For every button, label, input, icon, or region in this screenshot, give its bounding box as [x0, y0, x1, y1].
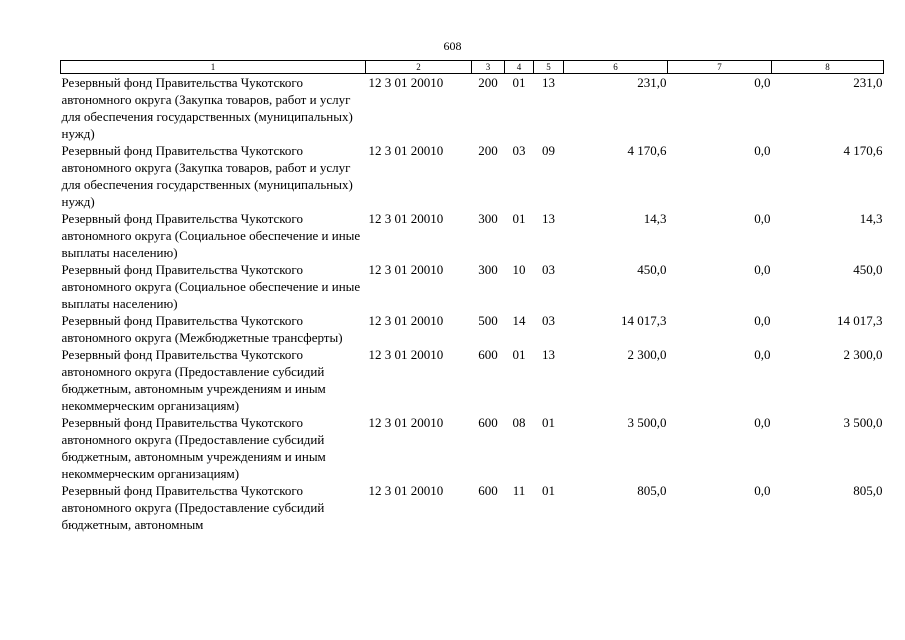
- row-amount-col7-cell: 0,0: [754, 262, 771, 277]
- row-section-cell: 01: [512, 75, 526, 90]
- row-target-article-cell: 12 3 01 20010: [368, 143, 444, 158]
- row-amount-col7-cell: 0,0: [754, 415, 771, 430]
- row-subsection-cell: 03: [542, 262, 555, 277]
- row-name-cell: Резервный фонд Правительства Чукотского автономного округа (Предоставление субсидий бюджетным, автономным учреждениям и иным некоммерческим организациям): [61, 415, 326, 481]
- row-amount-col6-cell: 450,0: [637, 262, 667, 277]
- row-target-article-cell: 12 3 01 20010: [368, 211, 444, 226]
- row-name-cell: Резервный фонд Правительства Чукотского автономного округа (Закупка товаров, работ и услуг для обеспечения государственных (муниципальных) нужд): [61, 75, 353, 141]
- row-name-cell: Резервный фонд Правительства Чукотского автономного округа (Предоставление субсидий бюджетным, автономным учреждениям и иным некоммерческим организациям): [61, 347, 326, 413]
- row-amount-col8-cell: 2 300,0: [843, 347, 883, 362]
- table-row: [61, 312, 884, 346]
- budget-table: [60, 60, 884, 533]
- row-subsection-cell: 13: [542, 75, 555, 90]
- row-amount-col8-cell: 450,0: [853, 262, 883, 277]
- row-amount-col7-cell: 0,0: [754, 143, 771, 158]
- row-target-article-cell: 12 3 01 20010: [368, 313, 444, 328]
- table-row: [61, 74, 884, 143]
- row-name-cell: Резервный фонд Правительства Чукотского автономного округа (Социальное обеспечение и иные выплаты населению): [61, 211, 361, 260]
- row-expense-type-cell: 200: [478, 143, 498, 158]
- row-subsection-cell: 13: [542, 211, 555, 226]
- row-expense-type-cell: 600: [478, 415, 498, 430]
- row-amount-col7-cell: 0,0: [754, 347, 771, 362]
- row-subsection-cell: 01: [542, 415, 555, 430]
- row-amount-col8-cell: 14,3: [859, 211, 883, 226]
- row-subsection-cell: 09: [542, 143, 555, 158]
- column-header-2: 2: [366, 61, 472, 74]
- row-subsection-cell: 13: [542, 347, 555, 362]
- row-expense-type-cell: 600: [478, 483, 498, 498]
- row-amount-col7-cell: 0,0: [754, 75, 771, 90]
- table-row: [61, 210, 884, 261]
- row-section-cell: 14: [512, 313, 526, 328]
- row-amount-col7-cell: 0,0: [754, 483, 771, 498]
- row-amount-col6-cell: 4 170,6: [627, 143, 667, 158]
- table-row: [61, 414, 884, 482]
- column-header-3: 3: [472, 61, 505, 74]
- row-expense-type-cell: 300: [478, 262, 498, 277]
- row-section-cell: 01: [512, 211, 526, 226]
- header-row: [61, 61, 884, 74]
- row-amount-col8-cell: 231,0: [853, 75, 883, 90]
- row-target-article-cell: 12 3 01 20010: [368, 75, 444, 90]
- table-row: [61, 482, 884, 533]
- column-header-4: 4: [505, 61, 534, 74]
- row-subsection-cell: 03: [542, 313, 555, 328]
- row-section-cell: 03: [512, 143, 526, 158]
- row-section-cell: 01: [512, 347, 526, 362]
- column-header-8: 8: [772, 61, 884, 74]
- column-header-5: 5: [534, 61, 564, 74]
- table-row: [61, 261, 884, 312]
- column-header-7: 7: [668, 61, 772, 74]
- column-header-6: 6: [564, 61, 668, 74]
- row-expense-type-cell: 600: [478, 347, 498, 362]
- row-amount-col6-cell: 3 500,0: [627, 415, 667, 430]
- row-target-article-cell: 12 3 01 20010: [368, 262, 444, 277]
- row-amount-col8-cell: 14 017,3: [837, 313, 883, 328]
- row-amount-col6-cell: 231,0: [637, 75, 667, 90]
- table-header: [61, 61, 884, 74]
- row-name-cell: Резервный фонд Правительства Чукотского автономного округа (Закупка товаров, работ и услуг для обеспечения государственных (муниципальных) нужд): [61, 143, 353, 209]
- row-name-cell: Резервный фонд Правительства Чукотского автономного округа (Предоставление субсидий бюджетным, автономным: [61, 483, 325, 532]
- table-row: [61, 142, 884, 210]
- column-header-1: 1: [61, 61, 366, 74]
- row-amount-col6-cell: 14,3: [643, 211, 667, 226]
- row-expense-type-cell: 300: [478, 211, 498, 226]
- row-section-cell: 10: [512, 262, 526, 277]
- row-target-article-cell: 12 3 01 20010: [368, 415, 444, 430]
- page-number: 608: [443, 39, 462, 53]
- row-amount-col7-cell: 0,0: [754, 211, 771, 226]
- row-amount-col8-cell: 3 500,0: [843, 415, 883, 430]
- table-body: [61, 74, 884, 534]
- row-name-cell: Резервный фонд Правительства Чукотского автономного округа (Социальное обеспечение и иные выплаты населению): [61, 262, 361, 311]
- row-amount-col8-cell: 4 170,6: [843, 143, 883, 158]
- row-amount-col6-cell: 14 017,3: [621, 313, 667, 328]
- row-expense-type-cell: 200: [478, 75, 498, 90]
- table-row: [61, 346, 884, 414]
- row-target-article-cell: 12 3 01 20010: [368, 347, 444, 362]
- row-amount-col6-cell: 805,0: [637, 483, 667, 498]
- row-amount-col8-cell: 805,0: [853, 483, 883, 498]
- row-subsection-cell: 01: [542, 483, 555, 498]
- row-amount-col7-cell: 0,0: [754, 313, 771, 328]
- row-target-article-cell: 12 3 01 20010: [368, 483, 444, 498]
- row-name-cell: Резервный фонд Правительства Чукотского автономного округа (Межбюджетные трансферты): [61, 313, 343, 345]
- row-section-cell: 11: [512, 483, 526, 498]
- row-section-cell: 08: [512, 415, 526, 430]
- row-expense-type-cell: 500: [478, 313, 498, 328]
- row-amount-col6-cell: 2 300,0: [627, 347, 667, 362]
